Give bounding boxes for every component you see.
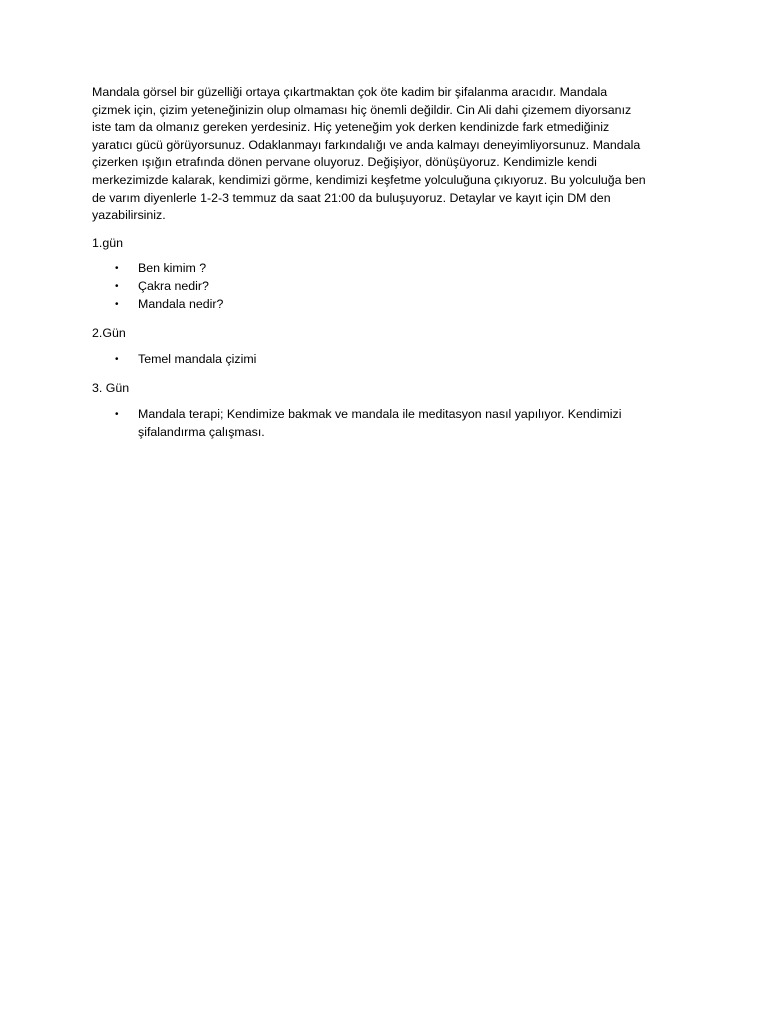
bullet-icon: • [115,353,119,365]
intro-line: yazabilirsiniz. [92,208,166,223]
intro-line: çizerken ışığın etrafında dönen pervane oluyoruz. Değişiyor, dönüşüyoruz. Kendimizle kendi [92,155,597,170]
intro-paragraph [92,84,692,225]
intro-line: iste tam da olmanız gereken yerdesiniz. Hiç yeteneğim yok derken kendinizde fark etmediğiniz [92,120,610,135]
list-item [115,351,692,369]
bullet-icon: • [115,408,119,420]
day-1-heading: 1.gün [92,235,124,250]
list-item-text: şifalandırma çalışması. [138,424,265,439]
day-1-list [92,260,692,313]
list-item [115,406,692,441]
intro-line: de varım diyenlerle 1-2-3 temmuz da saat 21:00 da buluşuyoruz. Detaylar ve kayıt için DM den [92,190,611,205]
intro-line: Mandala görsel bir güzelliği ortaya çıkartmaktan çok öte kadim bir şifalanma aracıdır. Mandala [92,85,608,99]
list-item-text: Ben kimim ? [138,261,207,276]
list-item-text: Temel mandala çizimi [138,351,257,366]
list-item-text: Mandala terapi; Kendimize bakmak ve mandala ile meditasyon nasıl yapılıyor. Kendimizi [138,406,622,421]
day-3-heading: 3. Gün [92,381,130,396]
bullet-icon: • [115,280,119,292]
list-item [115,278,692,296]
day-2-list [92,351,692,369]
intro-line: yaratıcı gücü görüyorsunuz. Odaklanmayı farkındalığı ve anda kalmayı deneyimliyorsunuz. Mandala [92,137,641,152]
document-page [92,84,692,441]
list-item-text: Mandala nedir? [138,296,224,311]
bullet-icon: • [115,298,119,310]
intro-line: merkezimizde kalarak, kendimizi görme, kendimizi keşfetme yolculuğuna çıkıyoruz. Bu yolculuğa ben [92,172,646,187]
list-item-text: Çakra nedir? [138,278,209,293]
intro-line: çizmek için, çizim yeteneğinizin olup olmaması hiç önemli değildir. Cin Ali dahi çizemem diyorsanız [92,102,632,117]
bullet-icon: • [115,263,119,275]
list-item [115,296,692,314]
list-item [115,260,692,278]
day-3-list [92,406,692,441]
day-2-heading: 2.Gün [92,326,126,341]
